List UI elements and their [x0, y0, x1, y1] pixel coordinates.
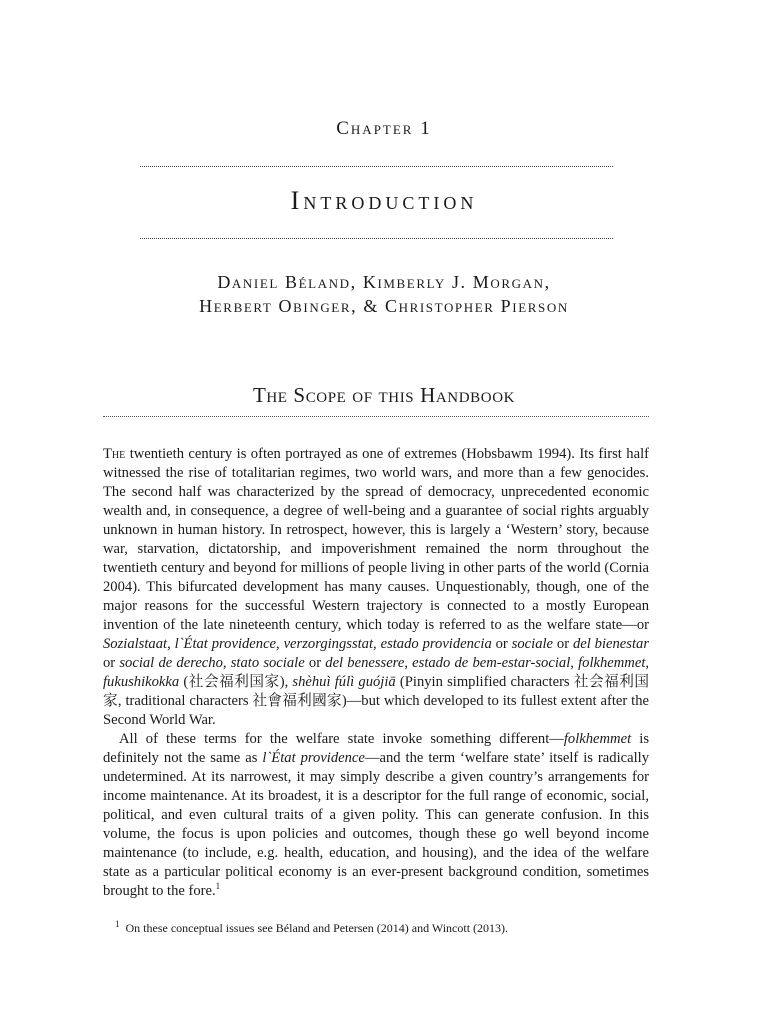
footnote-reference[interactable]: 1: [215, 881, 221, 892]
authors-line-2: Herbert Obinger, & Christopher Pierson: [199, 296, 569, 316]
section-rule: [103, 416, 649, 417]
footnote: [103, 916, 649, 936]
chapter-authors: [0, 270, 768, 318]
body-text: [103, 445, 649, 901]
footnote-text: On these conceptual issues see Béland and Petersen (2014) and Wincott (2013).: [125, 921, 509, 935]
paragraph-lead-word: The: [103, 446, 126, 462]
paragraph-2: All of these terms for the welfare state invoke something different—folkhemmet is definitely not the same as l`État providence—and the term ‘welfare state’ itself is radically undetermined. At its narrowest, it may simply describe a given country’s arrangements for income maintenance. At its broadest, it is a descriptor for the full range of economic, social, political, and even cultural traits of a given polity. This can generate confusion. In this volume, the focus is upon policies and outcomes, though these go well beyond income maintenance (to include, e.g. health, education, and housing), and the idea of the welfare state as a particular political economy is an ever-present background condition, sometimes brought to the fore.$^1$: [103, 731, 649, 899]
dotted-rule-bottom: [140, 238, 613, 239]
section-heading: The Scope of this Handbook: [252, 383, 516, 407]
paragraph-1: The twentieth century is often portrayed as one of extremes (Hobsbawm 1994). Its first half witnessed the rise of totalitarian regimes, two world wars, and more than a few genocides. The second half was characterized by the spread of democracy, unprecedented economic wealth and, in consequence, a degree of well-being and a guarantee of social rights arguably unknown in human history. In retrospect, however, this is largely a ‘Western’ story, because war, starvation, dictatorship, and impoverishment remained the norm throughout the twentieth century and beyond for millions of people living in other parts of the world (Cornia 2004). This bifurcated development has many causes. Unquestionably, though, one of the major reasons for the successful Western trajectory is connected to a mostly European invention of the late nineteenth century, which today is referred to as the welfare state—or Sozialstaat, l`État providence, verzorgingsstat, estado providencia or sociale or del bienestar or social de derecho, stato sociale or del benessere, estado de bem-estar-social, folkhemmet, fukushikokka (社会福利国家), shèhuì fúlì guójiā (Pinyin simplified characters 社会福利国家, traditional characters 社會福利國家)—but which developed to its fullest extent after the Second World War.: [103, 446, 650, 728]
authors-line-1: Daniel Béland, Kimberly J. Morgan,: [217, 272, 551, 292]
dotted-rule-top: [140, 166, 613, 167]
footnote-number: 1: [115, 919, 120, 929]
chapter-title: Introduction: [290, 186, 478, 215]
chapter-label: Chapter 1: [336, 118, 432, 139]
